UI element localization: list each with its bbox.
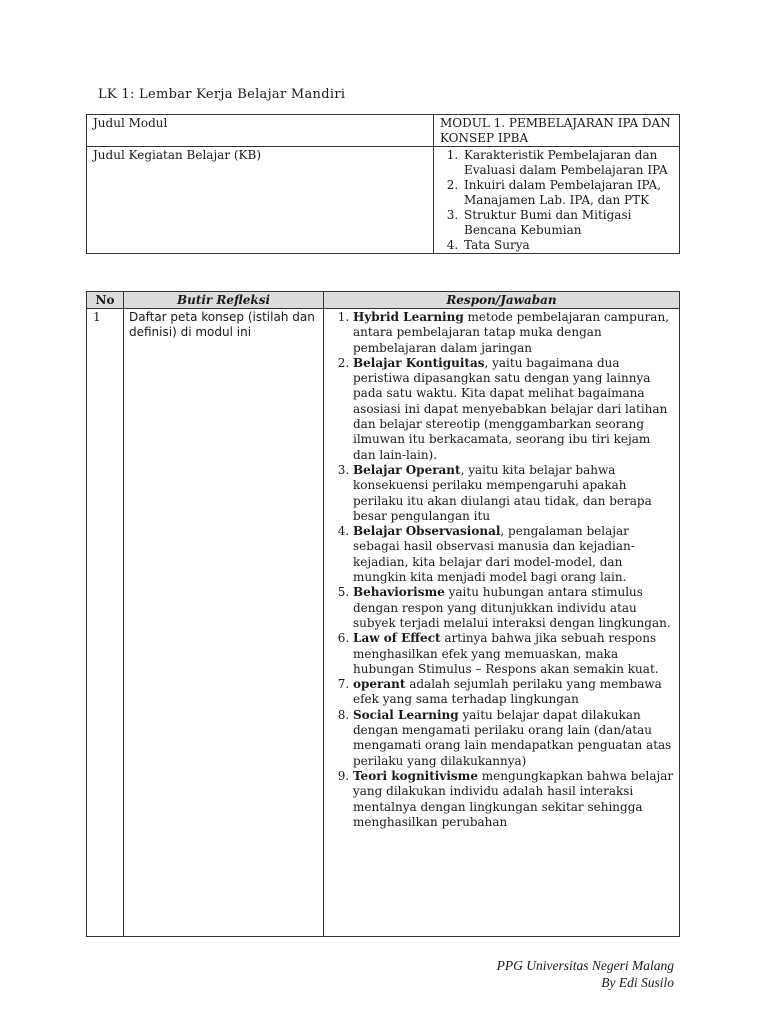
response-term: Behaviorisme — [353, 585, 445, 600]
response-text: yaitu belajar dapat dilakukan dengan mengamati perilaku orang lain (dan/atau mengamati orang lain mendapatkan penguatan atas perilaku yang dilakukannya) — [353, 707, 672, 768]
response-term: Belajar Kontiguitas — [353, 355, 485, 370]
response-item — [353, 310, 675, 356]
kb-list — [440, 148, 673, 253]
response-item — [353, 524, 675, 585]
response-item — [353, 356, 675, 463]
kb-item: 3. Struktur Bumi dan Mitigasi Bencana Kebumian — [462, 208, 673, 238]
response-term: Social Learning — [353, 707, 459, 722]
kb-list-cell — [434, 147, 680, 254]
kb-item: 2. Inkuiri dalam Pembelajaran IPA, Manajamen Lab. IPA, dan PTK — [462, 178, 673, 208]
header-row — [87, 292, 680, 309]
response-item — [353, 631, 675, 677]
page-footer — [497, 957, 674, 991]
response-term: Teori kognitivisme — [353, 768, 478, 783]
header-butir: Butir Refleksi — [124, 292, 324, 309]
response-term: Belajar Observasional — [353, 524, 501, 539]
response-text: mengungkapkan bahwa belajar yang dilakukan individu adalah hasil interaksi mentalnya dengan lingkungan sekitar sehingga menghasilkan perubahan — [353, 768, 674, 829]
response-text: , yaitu kita belajar bahwa konsekuensi perilaku mempengaruhi apakah perilaku itu akan diulangi atau tidak, dan berapa besar pengulangan itu — [353, 462, 652, 523]
response-item — [353, 677, 675, 708]
module-row — [87, 115, 680, 147]
response-item — [353, 585, 675, 631]
module-info-table — [86, 114, 680, 254]
reflection-table — [86, 291, 680, 937]
footer-institution: PPG Universitas Negeri Malang — [496, 958, 674, 973]
kb-row — [87, 147, 680, 254]
table-row — [87, 309, 680, 937]
response-term: Law of Effect — [353, 631, 441, 646]
response-text: , yaitu bagaimana dua peristiwa dipasangkan satu dengan yang lainnya pada satu waktu. Kita dapat melihat bagaimana asosiasi ini dapat menyebabkan belajar dari latihan dan belajar stereotip (menggambarkan seorang ilmuwan itu berkacamata, seorang ibu tiri kejam dan lain-lain). — [353, 355, 668, 462]
row-number: 1 — [87, 309, 124, 937]
module-value: MODUL 1. PEMBELAJARAN IPA DAN KONSEP IPBA — [434, 115, 680, 147]
footer-author: By Edi Susilo — [601, 975, 674, 990]
response-text: , pengalaman belajar sebagai hasil observasi manusia dan kejadian-kejadian, kita belajar dari model-model, dan mungkin kita menjadi model bagi orang lain. — [353, 524, 635, 585]
response-item — [353, 769, 675, 830]
response-item — [353, 463, 675, 524]
kb-item: 4. Tata Surya — [462, 238, 673, 253]
header-respon: Respon/Jawaban — [324, 292, 680, 309]
response-text: adalah sejumlah perilaku yang membawa efek yang sama terhadap lingkungan — [353, 677, 662, 707]
kb-label: Judul Kegiatan Belajar (KB) — [87, 147, 434, 254]
row-responses — [324, 309, 680, 937]
response-term: Hybrid Learning — [353, 310, 464, 324]
row-butir: Daftar peta konsep (istilah dan definisi) di modul ini — [124, 309, 324, 937]
response-item — [353, 708, 675, 769]
response-list — [328, 310, 675, 830]
response-term: operant — [353, 677, 406, 692]
response-text: artinya bahwa jika sebuah respons menghasilkan efek yang memuaskan, maka hubungan Stimulus – Respons akan semakin kuat. — [353, 631, 659, 676]
header-no: No — [87, 292, 124, 309]
response-text: metode pembelajaran campuran, antara pembelajaran tatap muka dengan pembelajaran dalam jaringan — [353, 310, 670, 355]
response-term: Belajar Operant — [353, 462, 461, 477]
document-title: LK 1: Lembar Kerja Belajar Mandiri — [98, 87, 346, 102]
module-label: Judul Modul — [87, 115, 434, 147]
response-text: yaitu hubungan antara stimulus dengan respon yang ditunjukkan individu atau subyek terjadi melalui interaksi dengan lingkungan. — [353, 585, 671, 630]
kb-item: 1. Karakteristik Pembelajaran dan Evaluasi dalam Pembelajaran IPA — [462, 148, 673, 178]
